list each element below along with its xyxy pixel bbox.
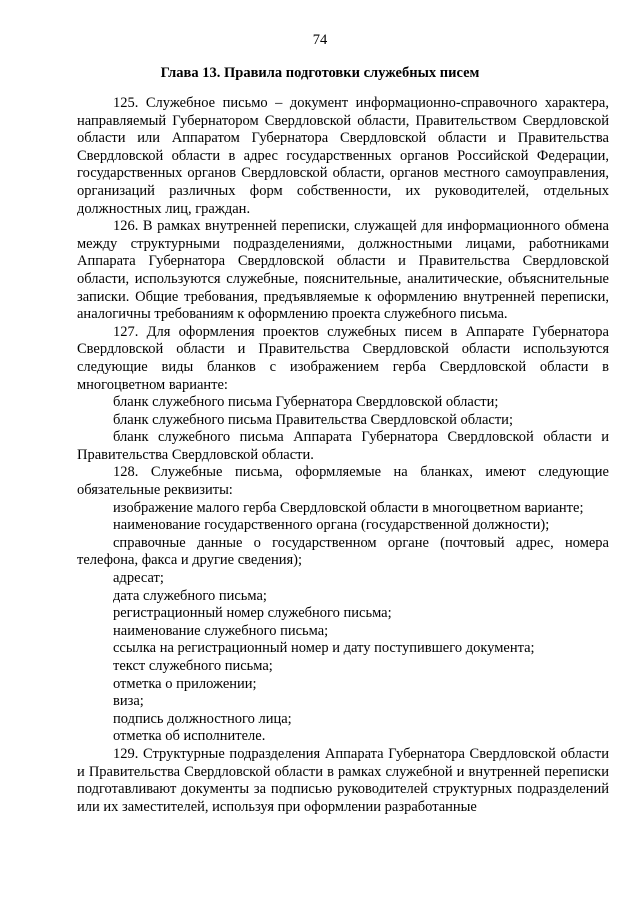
paragraph-127: 127. Для оформления проектов служебных писем в Аппарате Губернатора Свердловской области и Правительства Свердловской области используются следующие виды бланков с изображением герба Свердловской области в многоцветном варианте:: [77, 323, 609, 393]
page-number: 74: [312, 32, 328, 48]
list-item: бланк служебного письма Аппарата Губернатора Свердловской области и Правительства Свердловской области.: [77, 429, 609, 463]
list-item: дата служебного письма;: [113, 587, 267, 604]
paragraph-128: 128. Служебные письма, оформляемые на бланках, имеют следующие обязательные реквизиты:: [77, 464, 609, 499]
list-item: виза;: [113, 693, 144, 710]
list-item: регистрационный номер служебного письма;: [113, 605, 392, 622]
list-item: подпись должностного лица;: [113, 710, 292, 727]
list-item: отметка о приложении;: [113, 675, 257, 692]
list-item: отметка об исполнителе.: [113, 728, 266, 745]
paragraph-125: 125. Служебное письмо – документ информационно-справочного характера, направляемый Губернатором Свердловской области, Правительством Свердловской области или Аппаратом Губернатора Свердловской области и Правительства Свердловской области в адрес государственных органов Российской Федерации, государственных органов Свердловской области, органов местного самоуправления, организаций различных форм собственности, их руководителей, отдельных должностных лиц, граждан.: [77, 95, 609, 217]
chapter-title: Глава 13. Правила подготовки служебных писем: [160, 65, 480, 81]
paragraph-126: 126. В рамках внутренней переписки, служащей для информационного обмена между структурными подразделениями, должностными лицами, работниками Аппарата Губернатора Свердловской области и Правительства Свердловской области, используются служебные, пояснительные, аналитические, объяснительные записки. Общие требования, предъявляемые к оформлению внутренней переписки, аналогичны требованиям к оформлению проекта служебного письма.: [77, 218, 609, 323]
list-item: справочные данные о государственном органе (почтовый адрес, номера телефона, факса и другие сведения);: [77, 534, 609, 569]
list-item: бланк служебного письма Губернатора Свердловской области;: [113, 394, 499, 411]
document-body: [77, 95, 609, 816]
list-item: наименование служебного письма;: [113, 622, 329, 639]
list-item: ссылка на регистрационный номер и дату поступившего документа;: [113, 640, 535, 657]
list-item: изображение малого герба Свердловской области в многоцветном варианте;: [113, 499, 584, 516]
list-item: бланк служебного письма Правительства Свердловской области;: [113, 411, 513, 428]
list-item: адресат;: [113, 570, 164, 587]
paragraph-129: 129. Структурные подразделения Аппарата Губернатора Свердловской области и Правительства Свердловской области в рамках служебной и внутренней переписки подготавливают документы за подписью руководителей структурных подразделений или их заместителей, используя при оформлении разработанные: [77, 745, 609, 815]
list-item: наименование государственного органа (государственной должности);: [113, 517, 550, 534]
list-item: текст служебного письма;: [113, 658, 273, 674]
